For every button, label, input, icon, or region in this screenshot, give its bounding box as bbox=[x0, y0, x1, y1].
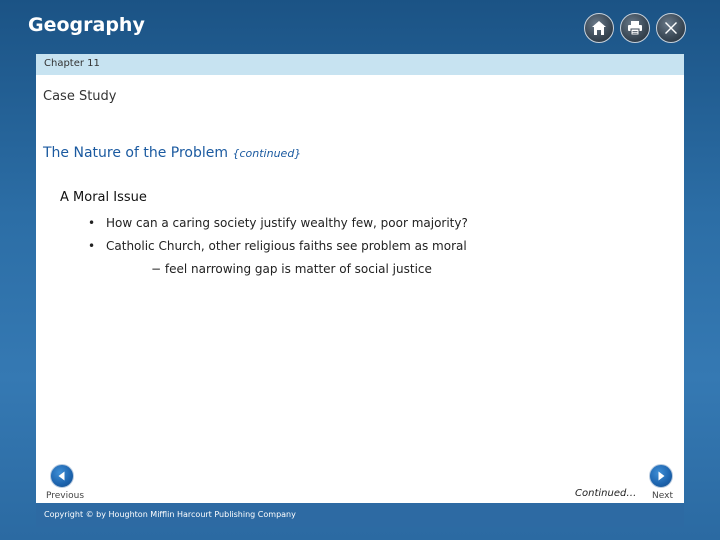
subheading: A Moral Issue bbox=[60, 190, 147, 205]
bullet-item bbox=[88, 216, 468, 230]
slide-content bbox=[36, 75, 684, 503]
next-label[interactable]: Next bbox=[652, 491, 673, 501]
sub-bullet-item: − feel narrowing gap is matter of social justice bbox=[151, 262, 432, 276]
continued-label: Continued… bbox=[575, 488, 637, 499]
close-icon bbox=[663, 20, 679, 36]
arrow-right-icon bbox=[655, 470, 667, 482]
home-icon bbox=[591, 20, 607, 36]
case-study-label: Case Study bbox=[43, 89, 117, 104]
arrow-left-icon bbox=[56, 470, 68, 482]
footer-bar bbox=[36, 503, 684, 527]
close-button[interactable] bbox=[656, 13, 686, 43]
previous-button[interactable] bbox=[50, 464, 74, 488]
chapter-bar bbox=[36, 54, 684, 75]
section-title-text: The Nature of the Problem bbox=[43, 145, 229, 161]
bullet-text: How can a caring society justify wealthy few, poor majority? bbox=[106, 216, 468, 230]
previous-label[interactable]: Previous bbox=[46, 491, 85, 501]
bullet-text: Catholic Church, other religious faiths see problem as moral bbox=[106, 239, 467, 253]
print-icon bbox=[627, 20, 643, 36]
next-button[interactable] bbox=[649, 464, 673, 488]
continued-tag: {continued} bbox=[232, 147, 302, 160]
bullet-item bbox=[88, 239, 467, 253]
chapter-label: Chapter 11 bbox=[44, 58, 100, 69]
bullet-dot: • bbox=[88, 239, 96, 253]
copyright-text: Copyright © by Houghton Mifflin Harcourt Publishing Company bbox=[44, 510, 296, 519]
app-title: Geography bbox=[28, 14, 145, 36]
home-button[interactable] bbox=[584, 13, 614, 43]
bullet-dot: • bbox=[88, 216, 96, 230]
print-button[interactable] bbox=[620, 13, 650, 43]
header-nav-icons bbox=[584, 13, 686, 43]
section-title bbox=[43, 145, 301, 161]
